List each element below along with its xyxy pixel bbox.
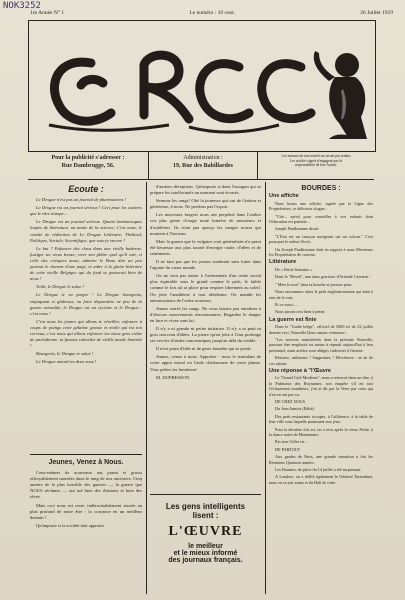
- litterature-paragraph: Nous jurons ceci bien à peine.: [275, 309, 326, 315]
- editorial-notice: [258, 151, 374, 179]
- editorial-paragraph: Le Drogue n'est pas un journal de pharmaciens !: [36, 197, 127, 203]
- article-body: [150, 184, 261, 381]
- reponse-paragraph: Pas rien l'effet en...: [275, 439, 308, 445]
- masthead: [28, 20, 376, 152]
- jeunes-heading: Jeunes, Venez à Nous.: [48, 459, 124, 466]
- archive-stamp: NOK3252: [3, 1, 41, 11]
- ad-line2: lisent :: [192, 511, 219, 520]
- column-1-editorial: [30, 184, 142, 452]
- issue-number: 1re Année N° 1: [30, 10, 65, 16]
- editorial-paragraph: C'est nous les jeunes qui allons te réveiller, enfoncer à coups de poings cette gélatine grasse et molle qui est ton cerveau, c'est nous qui allons enfoncer tes vieux gros crâne de pachiderme, ta funeste cabochie de vieille moule honnête !: [30, 318, 142, 349]
- reponse-paragraph: Les Baumes, de pièce du 14 juillet a été surprenant.: [275, 467, 362, 473]
- ad-line4: le meilleur: [188, 543, 223, 550]
- litterature-paragraph: Et ce souci...: [275, 301, 297, 307]
- info-bar: [28, 151, 374, 180]
- guerre-paragraph: Résistez, militaires ! Supprimez ! Décréterez : ni de de vos salons.: [269, 355, 373, 366]
- affiche-paragraph: Ou Joseph Prudhomme était en rapport à nous Messieurs les Propriétaires de caserne.: [269, 246, 373, 258]
- article-paragraph: Il ne faut pas que les jeunes sombrent sans lutter dans l'agonie du vieux monde.: [150, 259, 261, 271]
- notice-line1: Les manuscrits non insérés ne seront pas rendus: [281, 154, 351, 158]
- reponse-body: [269, 375, 373, 485]
- guerre-body: [269, 324, 373, 366]
- article-paragraph: d'amères déceptions. Qu'importe si dans l'ouragan qui se prépare les intellectuels un moment sont écrasés.: [150, 184, 261, 196]
- litterature-subheading: Littérature: [269, 259, 297, 266]
- editorial-paragraph: Bourgeois, le Drogue te salue !: [36, 351, 94, 357]
- reponse-paragraph: Aux gardes de Paris, une grande sensation a fait les Réunions Quatorze années.: [269, 454, 373, 465]
- jeunes-paragraph: Qu'importe si la société doit apporter: [36, 522, 105, 528]
- affiche-paragraph: "L'Etat est un curaçau navigeant sur un volcan." C'est pourquoi le même l'écrit.: [269, 233, 373, 245]
- affiche-paragraph: "Cité... suivit pour conseiller à vos enfants dont l'éducation est parfaite...: [269, 213, 373, 225]
- masthead-art: [29, 21, 375, 151]
- notice-line3: responsabilité de leur Auteur.: [294, 163, 338, 168]
- affiche-subheading: Une affiche: [269, 193, 299, 200]
- reponse-paragraph: DE PARTOUT: [275, 446, 301, 452]
- publicity-line2: Rue Dambrugge, 56.: [61, 163, 115, 169]
- administration-info: [148, 151, 258, 179]
- bourdes-heading: BOURDES :: [301, 185, 341, 192]
- reponse-paragraph: Le "Grand Café Moderne", nous a retrouvé dans un dire, à la Pulmonie des Royaumes, son enquête s'il en sort l'éclusement nombreux, j'en ai dit par la Terre par ceux qui n'en en ont pas vu.: [269, 375, 373, 397]
- column-1-jeunes: [30, 458, 142, 596]
- editorial-paragraph: Le Drogue attend tes deux sous !: [36, 359, 97, 365]
- issue-line: [30, 10, 393, 16]
- editorial-paragraph: Le Drogue est un journal sérieux. Quatre barbaresques loupés de littérature, un tantie de la science, C'est nous, le comité de rédaction de Le Drogue Littéraire, Théâtral, Politique, Sociale, Scientifique, que sais-je encore !: [30, 219, 142, 243]
- issue-date: 26 Juillet 1919: [360, 10, 393, 16]
- jeunes-body: [30, 470, 142, 529]
- reponse-paragraph: Pour la dernière fois ici, on a revu après le vieux Petite, à la dance notre de Montmartre.: [269, 426, 373, 438]
- affiche-paragraph: Nous lisons une affiche, signée par la Ligue des Propriétaires, ce délicieux slogan :: [269, 200, 373, 212]
- publicity-line1: Pour la publicité s'adresser :: [51, 155, 125, 161]
- jeunes-paragraph: Ceux-mêmes de nouveaux ont parmi et grossi effroyablement montées dans le rang de nos ancestres. Cinq années de la plus horrible des guerres — la guerre que NOUS sécûmes — ont tué bien des illusions et bien des rêves.: [30, 470, 142, 500]
- ad-line1: Les gens intelligents: [165, 502, 246, 511]
- litterature-body: [269, 267, 373, 315]
- oeuvre-advertisement: [150, 500, 261, 595]
- litterature-paragraph: Dans le "Réveil", une dans gracieux d'Aristide Careteur :: [275, 274, 371, 280]
- litterature-paragraph: " Mets le tout" dans la bouche et pressez pour.: [275, 281, 353, 287]
- publicity-info: [28, 151, 148, 179]
- issue-price: Le numéro : 10 cent.: [189, 10, 236, 16]
- article-paragraph: Il n'est point d'idée ni de geste honnête qui se perde.: [156, 346, 252, 352]
- ad-line5: et le mieux informé: [173, 550, 238, 557]
- article-paragraph: Les nouveaux bergers nous ont perpétué dans l'ombre vos plus genre d'orage toute lumière de messieurs et d'oubliéres. Ils n'ont pas aperçu les images noires qui montent à l'horizon.: [150, 212, 261, 236]
- ecoute-heading: Ecoute :: [68, 184, 104, 194]
- affiche-body: [269, 201, 373, 258]
- section-divider-2: [150, 494, 261, 495]
- ad-line3: L'ŒUVRE: [168, 524, 243, 539]
- editorial-paragraph: Le Drogue est un journal sérieux ! Ceci pour les cuistres que le titre trompe...: [30, 205, 142, 217]
- article-paragraph: Jeunes, venez à nous. Apportez - nous le stimulant de votre appui moral ou l'aide chaleureuse de votre plume. Vous prêtes les lumièresé: [150, 354, 261, 372]
- article-paragraph: M. DUPRESSON: [156, 374, 190, 380]
- litterature-paragraph: De « Petite Semaine »: [275, 266, 313, 272]
- admin-line1: Administration :: [183, 155, 223, 161]
- ad-line6: des journaux français.: [168, 557, 243, 564]
- litterature-paragraph: Nous rassommes alors le petit engloutissement qui était à rien de le voir.: [269, 289, 373, 300]
- reponse-paragraph: Des petit restaurants occupés, à l'affluence, à la table de leur ville sous laquelle paraissent aux jeux.: [269, 413, 373, 425]
- editorial-paragraph: Le Drogue te va purger ! Le Drogue bourgeois, empiquant et glabreux, ou faire disparaître ne peu de la gastro rotondité, le Drogue est un cyclone et le Drogue... c'est nous !: [30, 292, 142, 316]
- reponse-subheading: Une réponse à "l'Œuvre: [269, 367, 331, 374]
- column-2-article: [150, 184, 261, 490]
- notice-line2: Les articles signés n'engagent que la: [289, 158, 343, 163]
- guerre-paragraph: "Les services ministériels dans la présente Nouvelle, pouvant être employés ou moins à répartit aujourd'hui à leur personnel, mais arrêtez sont obligés s'adresser à Grenier.: [269, 336, 373, 353]
- article-paragraph: Il n'y a ni grande ni petite initiative. Il n'y a ni petit ni gros morceau d'idées. La pierre qu'on jette à l'eau prolonge ses cercles d'ondes concentriques jusqu'au delà du visible.: [150, 325, 261, 344]
- column-rule-1: [146, 182, 147, 594]
- column-3-bourdes: [269, 184, 373, 594]
- column-rule-2: [265, 182, 266, 594]
- reponse-paragraph: A Londres, on a défilé également le Général Taraudinet, nous en se soit avant et du Hall de cette.: [269, 474, 373, 485]
- reponse-paragraph: Du Jean Jamois (Edité): [275, 406, 314, 412]
- article-paragraph: Jeunes serrés les rangs. Ne vous laissez pas entraîner à d'obscurs mouvements réactionnaires. Regardez le danger en face et vivez sans lui.: [150, 305, 261, 323]
- article-paragraph: Semons les rangs! Ohé la jeunesse qui ont de l'ardeur et généreuse, à nous. Ne perdons pas l'espoir.: [150, 198, 261, 210]
- guerre-subheading: La guerre est finie: [269, 316, 317, 323]
- jeunes-paragraph: Mais ceci nous est reste, indéracinablement ancrée au plus profond de notre être : la croyance en un meilleur demain !: [30, 502, 142, 520]
- admin-line2: 19, Rue des Babillardes: [172, 163, 233, 169]
- guerre-paragraph: Dans le "Guide belge", officiel de 5000 ici de 22 juillet dernier ceci, Nouvelle Dons amour vertueuse :: [269, 324, 373, 335]
- editorial-body: [30, 197, 142, 365]
- editorial-paragraph: Voilà, le Drogue le salue !: [36, 284, 85, 290]
- affiche-paragraph: Joseph Prudhomme disait :: [275, 226, 321, 232]
- article-paragraph: On ne veut pas entrer à l'avènement d'un ordre social plus équitable sous le grand comme le petit, le faible comme le fort ait sa place pour respirer librement au soleil. On jette l'anathème à tout idéalisme. On mandit les annonciateurs de l'ordre nouveau.: [150, 273, 261, 303]
- article-paragraph: Mais la guerre que le vulgaire croit généralisée n'a point été heureuse aux plus tourné d'energie vitale, d'idées et de sentiments.: [150, 238, 261, 256]
- reponse-paragraph: DE CHEZ NOUS: [275, 399, 306, 404]
- editorial-paragraph: Le but ? Enfoncer des clous dans une vieille baderne, fustiger un vieux bonze, river son plâtre quel qu'il soit, et celle des critiques aussi, admirer le Beau dire un peu partout le charme d'une page, et aider à la gloire littéraire de cette vieille Belgique qui du fond se passerait bien de nous !: [30, 245, 142, 282]
- section-divider-1: [30, 454, 142, 455]
